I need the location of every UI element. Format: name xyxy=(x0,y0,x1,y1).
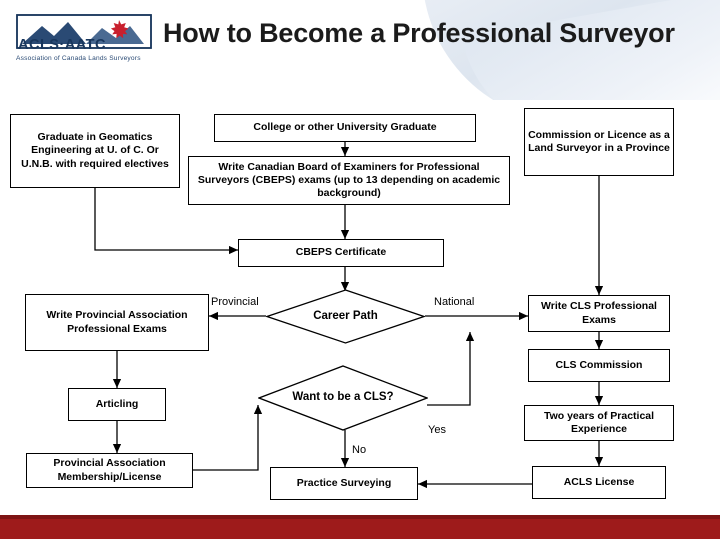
node-graduate-geomatics: Graduate in Geomatics Engineering at U. of C. Or U.N.B. with required electives xyxy=(10,114,180,188)
decision-career-path-label: Career Path xyxy=(313,309,378,322)
slide-header xyxy=(0,0,720,100)
node-commission-licence: Commission or Licence as a Land Surveyor in a Province xyxy=(524,108,674,176)
edge-label-yes: Yes xyxy=(428,424,446,436)
flowchart xyxy=(0,100,720,515)
footer-bar xyxy=(0,515,720,539)
node-write-cls-exams: Write CLS Professional Exams xyxy=(528,295,670,332)
node-provincial-exams: Write Provincial Association Professional Exams xyxy=(25,294,209,351)
logo-acronym: ACLS·AATC xyxy=(18,37,106,53)
node-cbeps-exams: Write Canadian Board of Examiners for Professional Surveyors (CBEPS) exams (up to 13 depending on academic background) xyxy=(188,156,510,205)
node-college-graduate: College or other University Graduate xyxy=(214,114,476,142)
node-articling: Articling xyxy=(68,388,166,421)
edge-label-no: No xyxy=(352,444,367,456)
node-acls-license: ACLS License xyxy=(532,466,666,499)
node-cbeps-certificate: CBEPS Certificate xyxy=(238,239,444,267)
node-provincial-membership: Provincial Association Membership/License xyxy=(26,453,193,488)
page-title: How to Become a Professional Surveyor xyxy=(163,18,675,48)
node-practice-surveying: Practice Surveying xyxy=(270,467,418,500)
decision-want-cls xyxy=(258,365,428,431)
node-cls-commission: CLS Commission xyxy=(528,349,670,382)
edge-label-provincial: Provincial xyxy=(211,296,259,308)
node-two-years-experience: Two years of Practical Experience xyxy=(524,405,674,441)
edge-label-national: National xyxy=(434,296,475,308)
logo-subtitle: Association of Canada Lands Surveyors xyxy=(16,55,141,62)
decision-career-path xyxy=(266,289,425,344)
decision-want-cls-label: Want to be a CLS? xyxy=(292,391,394,404)
